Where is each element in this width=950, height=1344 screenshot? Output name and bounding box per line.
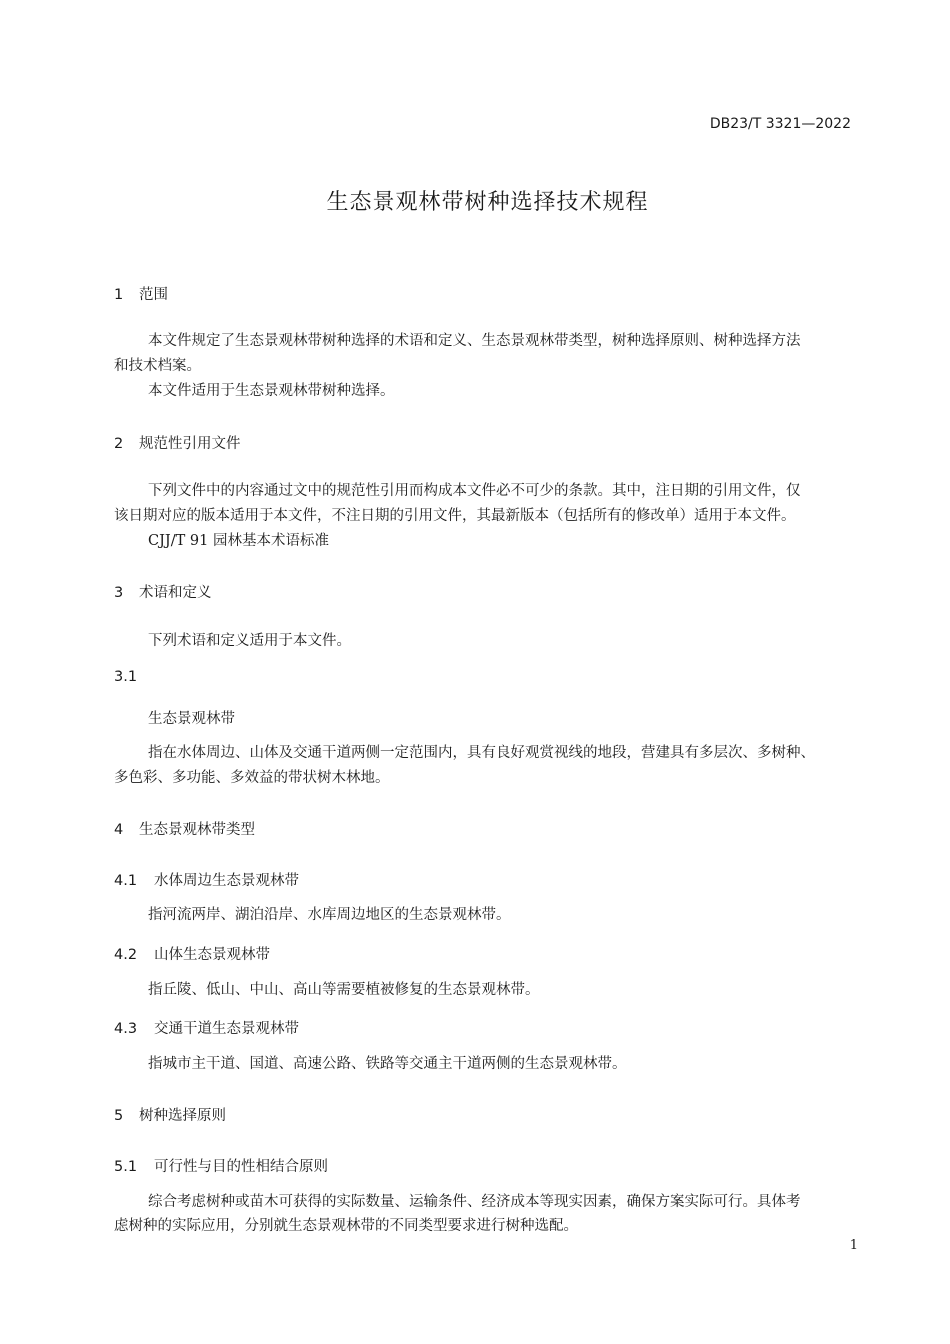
page-number: 1 [849,1238,858,1253]
subsection-title: 水体周边生态景观林带 [154,873,299,889]
paragraph-line: 多色彩、多功能、多效益的带状树木林地。 [114,770,390,786]
section-title: 范围 [139,287,168,303]
subsection-number: 4.3 [114,1021,138,1037]
section-number: 5 [114,1108,124,1124]
section-title: 规范性引用文件 [139,436,241,452]
subsection-number: 5.1 [114,1159,138,1175]
subsection-title: 可行性与目的性相结合原则 [154,1159,328,1175]
subsection-number: 4.1 [114,873,138,889]
section-5-heading [114,1104,226,1125]
subsection-title: 山体生态景观林带 [154,947,270,963]
paragraph-line: 指河流两岸、湖泊沿岸、水库周边地区的生态景观林带。 [148,907,511,923]
section-1-heading [114,283,168,304]
section-3-heading [114,581,212,602]
subsection-number: 3.1 [114,669,138,685]
subsection-title: 交通干道生态景观林带 [154,1021,299,1037]
paragraph-line: 指在水体周边、山体及交通干道两侧一定范围内，具有良好观赏视线的地段，营建具有多层次、多树种、 [148,745,815,761]
document-title: 生态景观林带树种选择技术规程 [326,190,649,215]
paragraph-line: 综合考虑树种或苗木可获得的实际数量、运输条件、经济成本等现实因素，确保方案实际可行。具体考 [148,1194,801,1210]
section-title: 术语和定义 [139,585,212,601]
normative-reference: CJJ/T 91 园林基本术语标准 [148,533,329,549]
section-title: 生态景观林带类型 [139,822,255,838]
subsection-number: 4.2 [114,947,138,963]
subsection-4-2-heading [114,943,270,964]
section-title: 树种选择原则 [139,1108,226,1124]
subsection-4-3-heading [114,1017,299,1038]
paragraph-line: 本文件规定了生态景观林带树种选择的术语和定义、生态景观林带类型，树种选择原则、树种选择方法 [148,333,801,349]
section-number: 1 [114,287,124,303]
section-2-heading [114,432,241,453]
paragraph-line: 该日期对应的版本适用于本文件，不注日期的引用文件，其最新版本（包括所有的修改单）适用于本文件。 [114,508,796,524]
paragraph-line: 指城市主干道、国道、高速公路、铁路等交通主干道两侧的生态景观林带。 [148,1056,627,1072]
paragraph-line: 本文件适用于生态景观林带树种选择。 [148,383,395,399]
subsection-4-1-heading [114,869,299,890]
term-name: 生态景观林带 [148,711,235,727]
section-number: 2 [114,436,124,452]
paragraph-line: 指丘陵、低山、中山、高山等需要植被修复的生态景观林带。 [148,982,540,998]
section-number: 3 [114,585,124,601]
section-number: 4 [114,822,124,838]
paragraph-line: 下列术语和定义适用于本文件。 [148,633,351,649]
subsection-5-1-heading [114,1155,328,1176]
document-code: DB23/T 3321—2022 [709,116,851,132]
paragraph-line: 虑树种的实际应用，分别就生态景观林带的不同类型要求进行树种选配。 [114,1218,578,1234]
paragraph-line: 下列文件中的内容通过文中的规范性引用而构成本文件必不可少的条款。其中，注日期的引用文件，仅 [148,483,801,499]
section-4-heading [114,818,255,839]
paragraph-line: 和技术档案。 [114,358,201,374]
